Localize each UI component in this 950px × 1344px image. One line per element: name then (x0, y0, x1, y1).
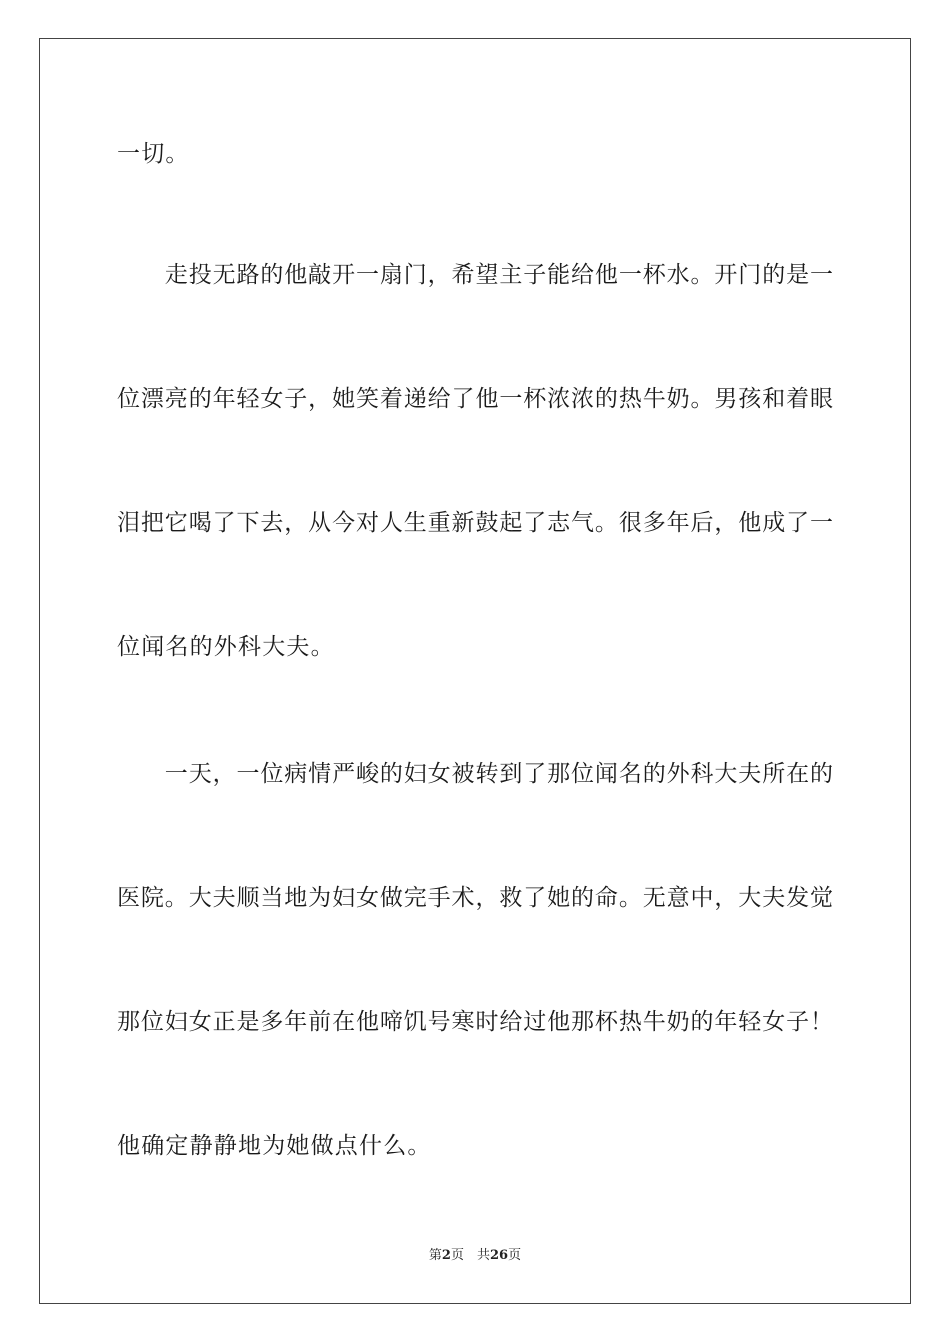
total-unit: 页 (508, 1248, 522, 1263)
text-line-8: 那位妇女正是多年前在他啼饥号寒时给过他那杯热牛奶的年轻女子！ (117, 1009, 833, 1035)
text-line-7: 医院。大夫顺当地为妇女做完手术，救了她的命。无意中，大夫发觉 (117, 885, 833, 911)
text-line-3: 位漂亮的年轻女子，她笑着递给了他一杯浓浓的热牛奶。男孩和着眼 (117, 386, 833, 412)
page-number: 2 (441, 1248, 451, 1263)
total-prefix: 共 (476, 1248, 490, 1263)
text-line-1: 一切。 (117, 141, 190, 167)
text-line-6: 一天，一位病情严峻的妇女被转到了那位闻名的外科大夫所在的 (117, 761, 833, 787)
page-prefix: 第 (428, 1248, 442, 1263)
text-line-2: 走投无路的他敲开一扇门，希望主子能给他一杯水。开门的是一 (117, 262, 833, 288)
text-line-5: 位闻名的外科大夫。 (117, 634, 335, 660)
page-footer (0, 1247, 950, 1265)
text-line-4: 泪把它喝了下去，从今对人生重新鼓起了志气。很多年后，他成了一 (117, 510, 833, 536)
text-line-9: 他确定静静地为她做点什么。 (117, 1133, 432, 1159)
page-border (39, 38, 911, 1304)
page-unit: 页 (450, 1248, 464, 1263)
total-pages: 26 (490, 1248, 509, 1263)
